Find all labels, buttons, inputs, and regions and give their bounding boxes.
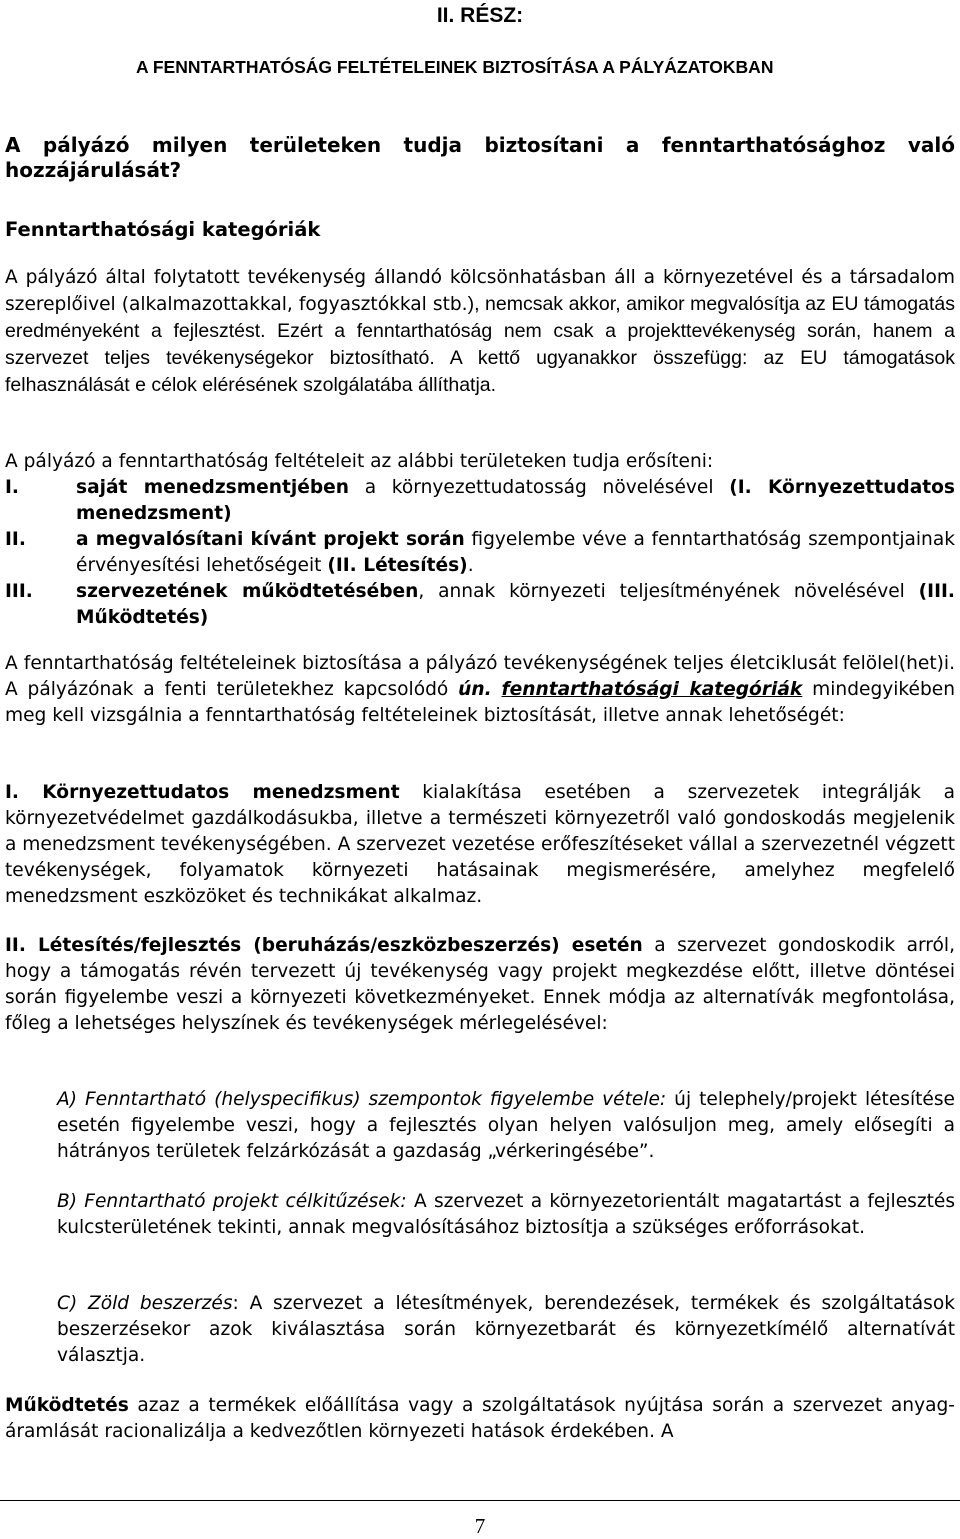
intro-text-c: Ezért a fenntarthatóság nem csak a projekttevékenység során, hanem a szervezet teljes tevékenységekor biztosítható.	[5, 320, 955, 369]
list-text: a megvalósítani kívánt projekt során figyelembe véve a fenntarthatóság szempontjainak érvényesítési lehetőségeit (II. Létesítés).	[76, 529, 955, 576]
intro-text-d: A kettő ugyanakkor összefügg: az EU támogatások felhasználását e célok elérésének szolgálatába állíthatja.	[5, 347, 955, 396]
section-subtitle: A FENNTARTHATÓSÁG FELTÉTELEINEK BIZTOSÍTÁSA A PÁLYÁZATOKBAN	[136, 57, 774, 77]
list-text: saját menedzsmentjében a környezettudatosság növelésével (I. Környezettudatos menedzsment)	[76, 477, 955, 524]
section-1-heading: I. Környezettudatos menedzsment	[5, 782, 400, 803]
subsection-b: B) Fenntartható projekt célkitűzések: A szervezet a környezetorientált magatartást a fejlesztés kulcsterületének tekinti, annak megvalósításához biztosítja a szükséges erőforrásokat.	[57, 1191, 956, 1238]
list-item	[5, 579, 955, 631]
areas-lead: A pályázó a fenntarthatóság feltételeit az alábbi területeken tudja erősíteni:	[5, 451, 714, 472]
part-heading: II. RÉSZ:	[436, 4, 524, 27]
intro-paragraph	[5, 265, 955, 399]
categories-title: Fenntarthatósági kategóriák	[5, 218, 321, 241]
subsection-c: C) Zöld beszerzés: A szervezet a létesítmények, berendezések, termékek és szolgáltatások beszerzésekor azok kiválasztása során környezetbarát és környezetkímélő alternatívát választja.	[57, 1293, 955, 1366]
list-item	[5, 475, 955, 527]
question-heading: A pályázó milyen területeken tudja biztosítani a fenntarthatósághoz való hozzájárulását?	[5, 133, 955, 182]
footer-divider	[0, 1500, 960, 1501]
section-1-paragraph: I. Környezettudatos menedzsment kialakítása esetében a szervezetek integrálják a környezetvédelmet gazdálkodásukba, illetve a természeti környezetről való gondoskodás megjelenik a menedzsment tevékenységében. A szervezet vezetése erőfeszítéseket vállal a szervezetnél végzett tevékenységek, folyamatok környezeti hatásainak megismerésére, amelyhez megfelelő menedzsment eszközöket és technikákat alkalmaz.	[5, 782, 955, 907]
list-text: szervezetének működtetésében, annak környezeti teljesítményének növelésével (III. Működtetés)	[76, 581, 955, 628]
subsection-c-title: C) Zöld beszerzés	[57, 1293, 233, 1314]
lifecycle-paragraph: A fenntarthatóság feltételeinek biztosítása a pályázó tevékenységének teljes életciklusát felölel(het)i. A pályázónak a fenti területekhez kapcsolódó ún. fenntarthatósági kategóriák mindegyikében meg kell vizsgálnia a fenntarthatóság feltételeinek biztosítását, illetve annak lehetőségét:	[5, 653, 955, 726]
list-item	[5, 527, 955, 579]
subsection-a-title: A) Fenntartható (helyspecifikus) szempontok figyelembe vétele:	[57, 1089, 667, 1110]
list-number: I.	[5, 477, 19, 498]
section-3-paragraph: Működtetés azaz a termékek előállítása vagy a szolgáltatások nyújtása során a szervezet anyag-áramlását racionalizálja a kedvezőtlen környezeti hatások érdekében. A	[5, 1395, 955, 1442]
section-3-heading: Működtetés	[5, 1395, 129, 1416]
page-number: 7	[474, 1514, 486, 1538]
intro-text-a: A pályázó által folytatott tevékenység állandó kölcsönhatásban áll a környezetével és a társadalom szereplőivel (alkalmazottakkal, fogyasztókkal stb.	[5, 267, 955, 315]
section-2-paragraph: II. Létesítés/fejlesztés (beruházás/eszközbeszerzés) esetén a szervezet gondoskodik arról, hogy a támogatás révén tervezett új tevékenység vagy projekt megkezdése előtt, illetve döntései során figyelembe veszi a környezeti következményeket. Ennek módja az alternatívák megfontolása, főleg a lehetséges helyszínek és tevékenységek mérlegelésével:	[5, 935, 955, 1034]
subsection-a: A) Fenntartható (helyspecifikus) szempontok figyelembe vétele: új telephely/projekt létesítése esetén figyelembe veszi, hogy a fejlesztés olyan helyen valósuljon meg, amely elősegíti a hátrányos területek felzárkózását a gazdaság „vérkeringésébe”.	[57, 1089, 955, 1162]
intro-text-b: ), nemcsak akkor, amikor megvalósítja az EU támogatás eredményeként a fejlesztést.	[5, 293, 955, 342]
section-2-heading: II. Létesítés/fejlesztés (beruházás/eszközbeszerzés) esetén	[5, 935, 643, 956]
un-abbrev: ún.	[458, 679, 492, 700]
list-number: III.	[5, 581, 33, 602]
categories-link[interactable]: fenntarthatósági kategóriák	[501, 679, 803, 700]
list-number: II.	[5, 529, 26, 550]
areas-list	[5, 475, 955, 631]
subsection-b-title: B) Fenntartható projekt célkitűzések:	[57, 1191, 407, 1212]
